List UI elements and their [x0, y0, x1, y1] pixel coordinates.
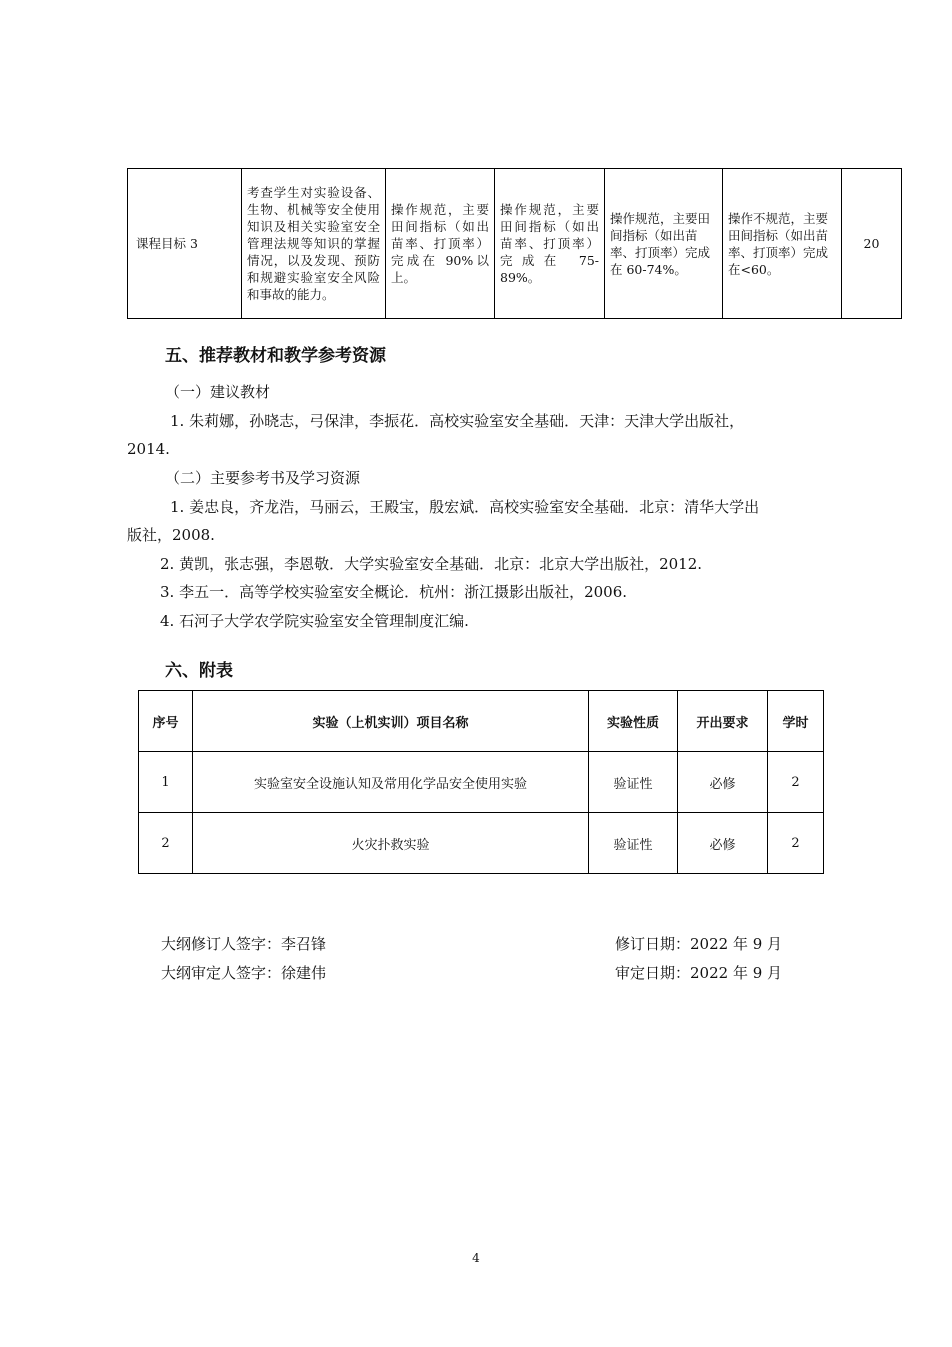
approver-signature: 大纲审定人签字：徐建伟: [161, 964, 327, 982]
row-hours: 2: [768, 752, 824, 813]
row-project-name: 实验室安全设施认知及常用化学品安全使用实验: [193, 752, 589, 813]
reference-item-continued: 版社，2008.: [127, 526, 215, 544]
reference-item: 1. 姜忠良，齐龙浩，马丽云，王殿宝，殷宏斌．高校实验室安全基础．北京：清华大学出: [170, 498, 760, 516]
approve-date: 审定日期：2022 年 9 月: [615, 964, 783, 982]
row-index: 2: [139, 813, 193, 874]
reference-item: 1. 朱莉娜，孙晓志，弓保津，李振花．高校实验室安全基础．天津：天津大学出版社，: [170, 412, 745, 430]
level-a-criteria: 操作规范，主要田间指标（如出苗率、打顶率）完成在 90%以上。: [386, 169, 495, 319]
row-requirement: 必修: [678, 813, 768, 874]
header-index: 序号: [139, 691, 193, 752]
reviser-signature: 大纲修订人签字：李召锋: [161, 935, 327, 953]
row-index: 1: [139, 752, 193, 813]
objective-description: 考查学生对实验设备、生物、机械等安全使用知识及相关实验室安全管理法规等知识的掌握情况，以及发现、预防和规避实验室安全风险和事故的能力。: [242, 169, 386, 319]
table-row: [128, 169, 902, 319]
subheading-references: （二）主要参考书及学习资源: [165, 469, 361, 487]
reference-item-continued: 2014.: [127, 440, 170, 458]
header-project-name: 实验（上机实训）项目名称: [193, 691, 589, 752]
table-header-row: [139, 691, 824, 752]
row-project-name: 火灾扑救实验: [193, 813, 589, 874]
section-heading-5: 五、推荐教材和教学参考资源: [165, 346, 386, 366]
assessment-table: [127, 168, 902, 319]
objective-label: 课程目标 3: [128, 169, 242, 319]
reference-item: 2. 黄凯，张志强，李恩敬．大学实验室安全基础．北京：北京大学出版社，2012.: [160, 555, 703, 573]
table-row: [139, 752, 824, 813]
row-nature: 验证性: [589, 813, 678, 874]
table-row: [139, 813, 824, 874]
header-hours: 学时: [768, 691, 824, 752]
header-nature: 实验性质: [589, 691, 678, 752]
row-requirement: 必修: [678, 752, 768, 813]
row-hours: 2: [768, 813, 824, 874]
section-heading-6: 六、附表: [165, 661, 233, 681]
page-number: 4: [472, 1251, 480, 1265]
level-d-criteria: 操作不规范，主要田间指标（如出苗率、打顶率）完成在<60。: [723, 169, 842, 319]
revise-date: 修订日期：2022 年 9 月: [615, 935, 783, 953]
objective-weight: 20: [842, 169, 902, 319]
header-requirement: 开出要求: [678, 691, 768, 752]
row-nature: 验证性: [589, 752, 678, 813]
level-c-criteria: 操作规范，主要田间指标（如出苗率、打顶率）完成在 60-74%。: [605, 169, 723, 319]
subheading-textbooks: （一）建议教材: [165, 383, 271, 401]
appendix-table: [138, 690, 824, 874]
reference-item: 3. 李五一．高等学校实验室安全概论．杭州：浙江摄影出版社，2006.: [160, 583, 628, 601]
level-b-criteria: 操作规范，主要田间指标（如出苗率、打顶率）完成在 75-89%。: [495, 169, 605, 319]
reference-item: 4. 石河子大学农学院实验室安全管理制度汇编.: [160, 612, 469, 630]
